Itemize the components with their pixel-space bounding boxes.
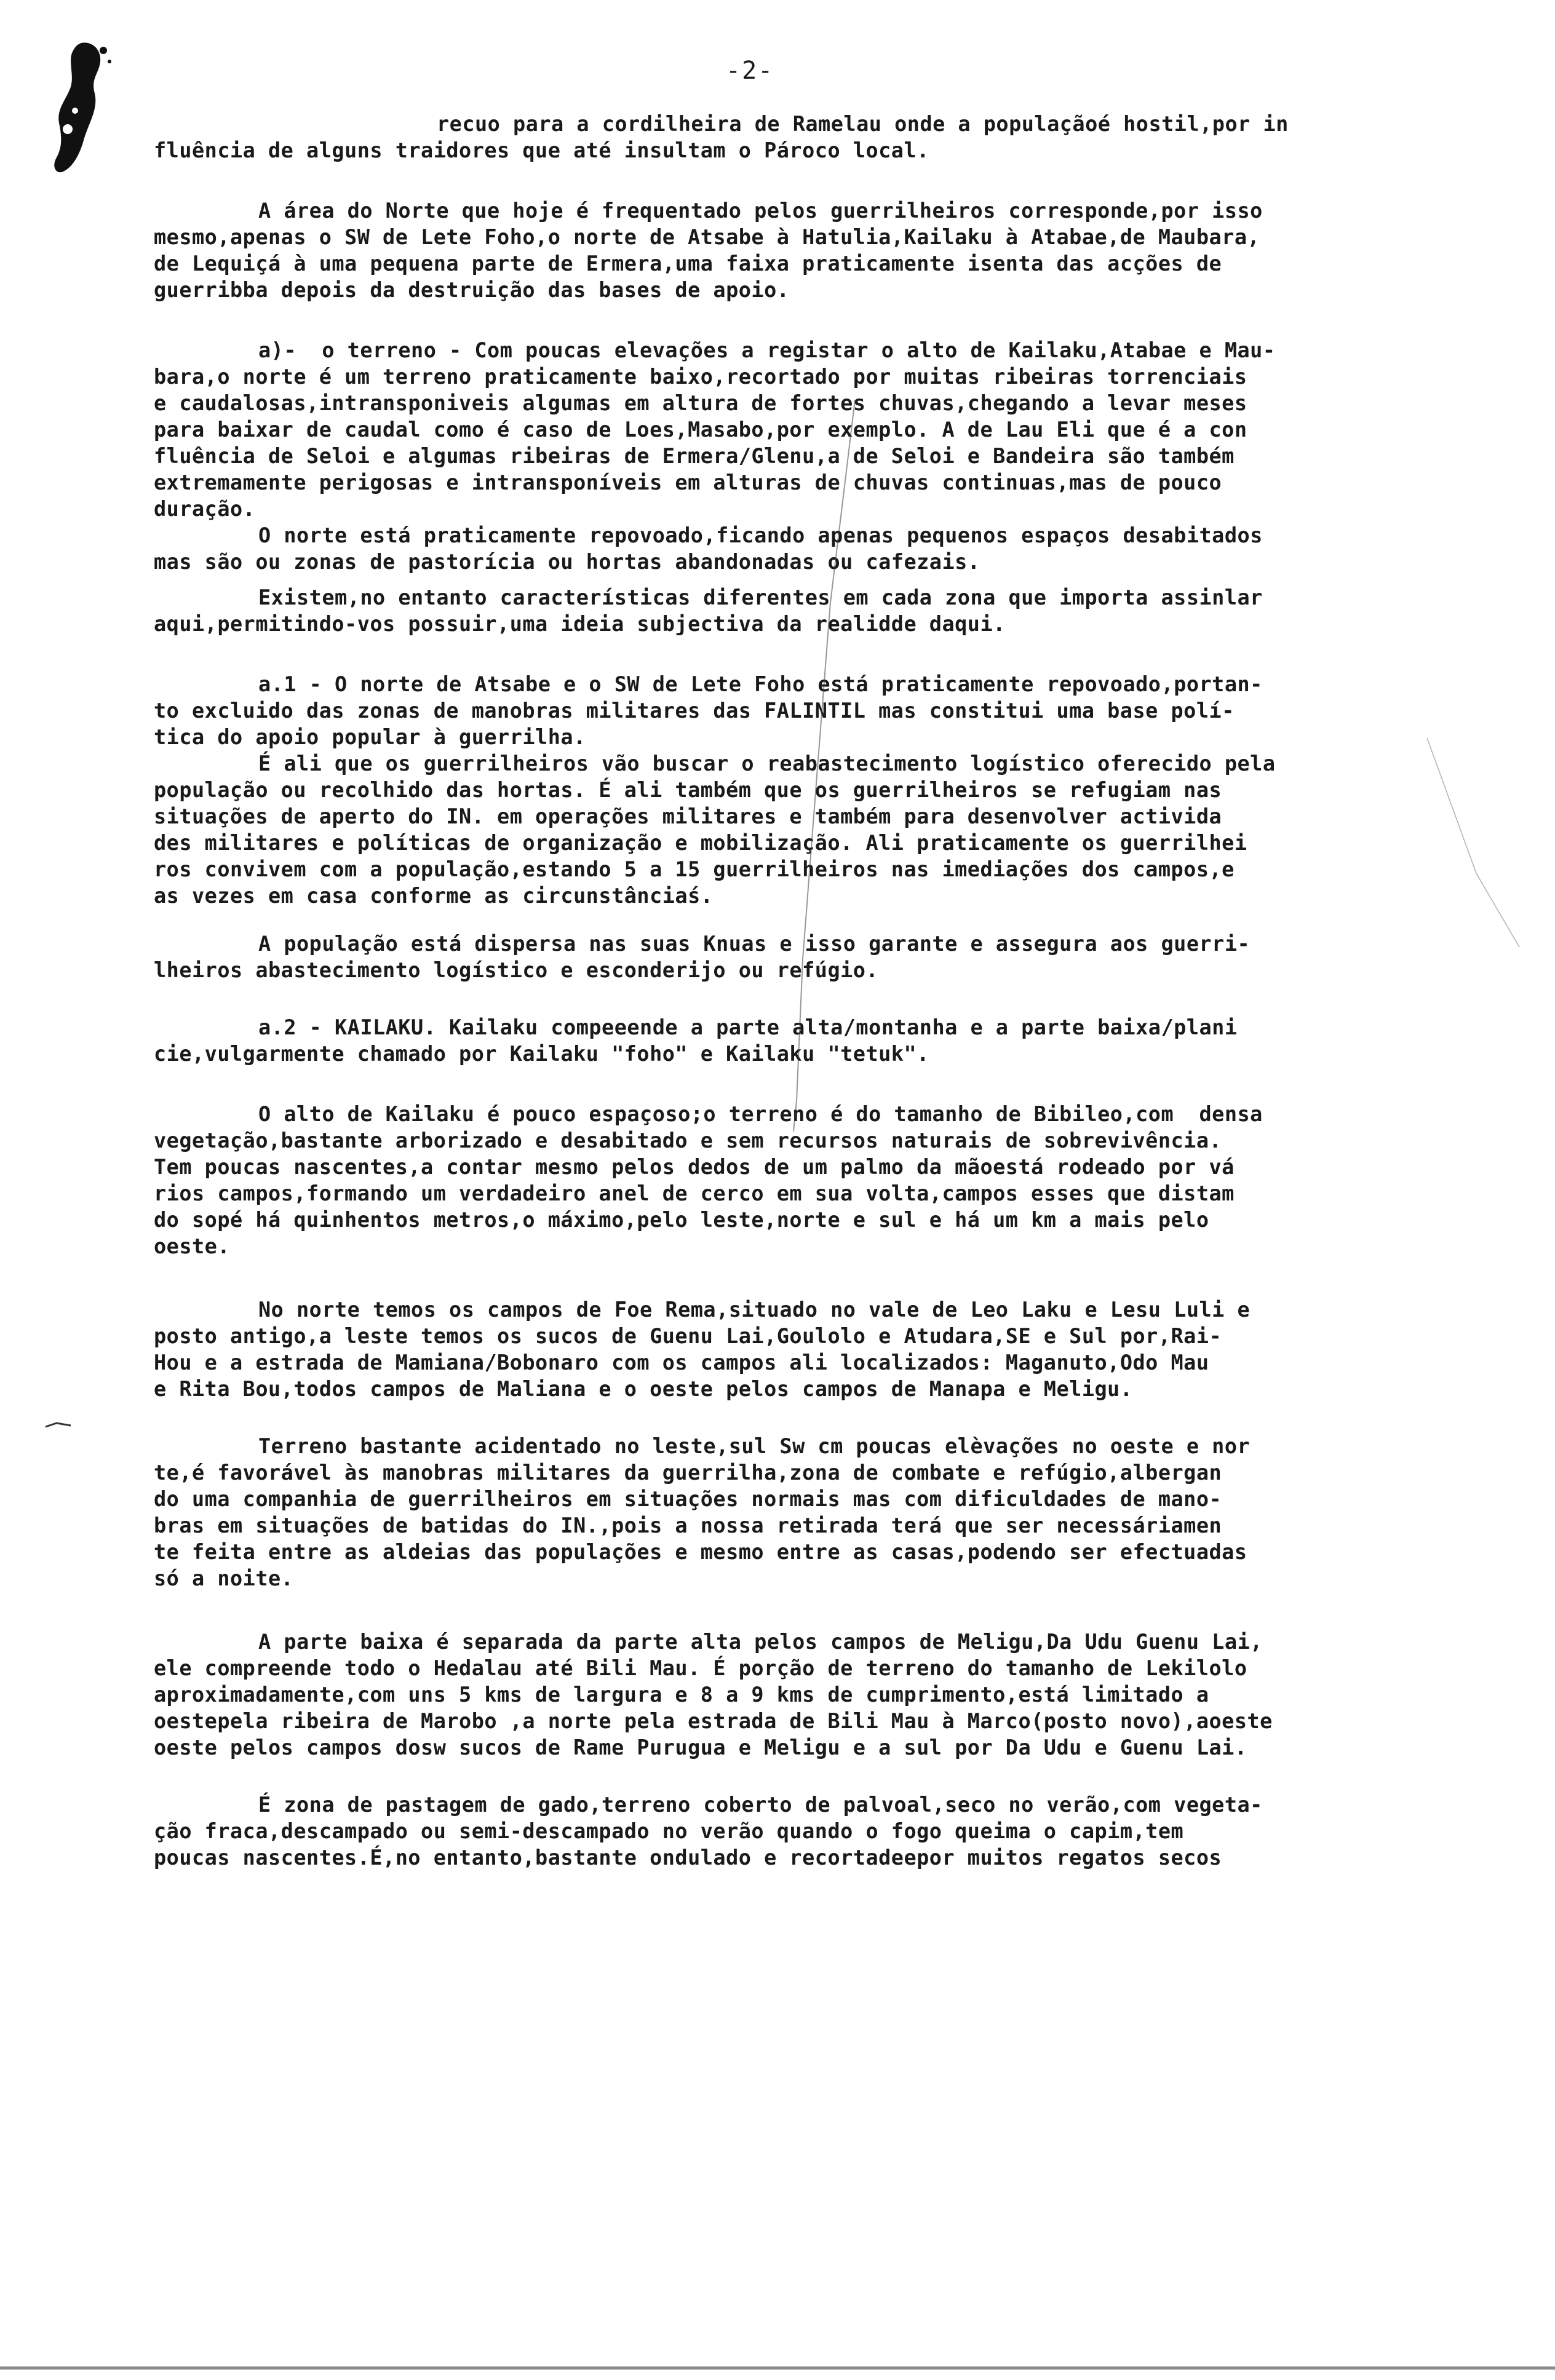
typewritten-body — [154, 111, 1476, 1871]
text-line: poucas nascentes.É,no entanto,bastante ondulado e recortadeepor muitos regatos secos — [154, 1846, 1222, 1870]
paragraph — [154, 930, 1476, 983]
paragraph — [154, 111, 1476, 164]
paragraph — [154, 197, 1476, 303]
paragraph — [154, 1101, 1476, 1259]
text-line: oeste pelos campos dosw sucos de Rame Purugua e Meligu e a sul por Da Udu e Guenu Lai. — [154, 1735, 1247, 1759]
paragraph — [154, 1433, 1476, 1592]
text-line: A população está dispersa nas suas Knuas e isso garante e assegura aos guerri- — [258, 932, 1251, 956]
text-line: te,é favorável às manobras militares da guerrilha,zona de combate e refúgio,albergan — [154, 1461, 1222, 1485]
paragraph — [154, 671, 1476, 750]
text-line: tica do apoio popular à guerrilha. — [154, 725, 586, 749]
text-line: bara,o norte é um terreno praticamente baixo,recortado por muitas ribeiras torrenciais — [154, 365, 1247, 389]
text-line: a.2 - KAILAKU. Kailaku compeeende a parte alta/montanha e a parte baixa/plani — [258, 1015, 1238, 1039]
text-line: duração. — [154, 497, 256, 521]
text-line: Terreno bastante acidentado no leste,sul Sw cm poucas elèvações no oeste e nor — [258, 1434, 1251, 1458]
text-line: aproximadamente,com uns 5 kms de largura e 8 a 9 kms de cumprimento,está limitado a — [154, 1683, 1209, 1707]
scan-edge-line — [0, 2366, 1555, 2370]
text-line: a.1 - O norte de Atsabe e o SW de Lete Foho está praticamente repovoado,portan- — [258, 672, 1263, 696]
text-line: extremamente perigosas e intransponíveis em alturas de chuvas continuas,mas de pouco — [154, 470, 1222, 494]
text-line: situações de aperto do IN. em operações militares e também para desenvolver activida — [154, 804, 1222, 828]
text-line: aqui,permitindo-vos possuir,uma ideia subjectiva da realidde daqui. — [154, 612, 1006, 636]
paragraph — [154, 1791, 1476, 1871]
text-line: Tem poucas nascentes,a contar mesmo pelos dedos de um palmo da mãoestá rodeado por vá — [154, 1155, 1235, 1179]
paragraph — [154, 584, 1476, 637]
text-line: mas são ou zonas de pastorícia ou hortas abandonadas ou cafezais. — [154, 550, 980, 574]
text-line: ros convivem com a população,estando 5 a 15 guerrilheiros nas imediações dos campos,e — [154, 857, 1235, 881]
text-line: des militares e políticas de organização e mobilização. Ali praticamente os guerrilhei — [154, 831, 1247, 855]
text-line: É zona de pastagem de gado,terreno coberto de palvoal,seco no verão,com vegeta- — [258, 1793, 1263, 1817]
text-line: só a noite. — [154, 1566, 294, 1590]
text-line: do sopé há quinhentos metros,o máximo,pelo leste,norte e sul e há um km a mais pelo — [154, 1208, 1209, 1232]
text-line: e caudalosas,intransponiveis algumas em altura de fortes chuvas,chegando a levar meses — [154, 391, 1247, 415]
text-line: recuo para a cordilheira de Ramelau onde a populaçãoé hostil,por in — [437, 112, 1289, 136]
text-line: O norte está praticamente repovoado,ficando apenas pequenos espaços desabitados — [258, 523, 1263, 547]
text-line: mesmo,apenas o SW de Lete Foho,o norte de Atsabe à Hatulia,Kailaku à Atabae,de Maubara, — [154, 225, 1260, 249]
text-line: e Rita Bou,todos campos de Maliana e o oeste pelos campos de Manapa e Meligu. — [154, 1377, 1133, 1401]
text-line: No norte temos os campos de Foe Rema,situado no vale de Leo Laku e Lesu Luli e — [258, 1298, 1251, 1322]
text-line: fluência de Seloi e algumas ribeiras de Ermera/Glenu,a de Seloi e Bandeira são também — [154, 444, 1235, 468]
text-line: lheiros abastecimento logístico e esconderijo ou refúgio. — [154, 958, 879, 982]
text-line: Existem,no entanto características diferentes em cada zona que importa assinlar — [258, 585, 1263, 609]
text-line: posto antigo,a leste temos os sucos de Guenu Lai,Goulolo e Atudara,SE e Sul por,Rai- — [154, 1324, 1222, 1348]
text-line: to excluido das zonas de manobras militares das FALINTIL mas constitui uma base polí- — [154, 699, 1235, 723]
text-line: oestepela ribeira de Marobo ,a norte pela estrada de Bili Mau à Marco(posto novo),aoeste — [154, 1709, 1273, 1733]
text-line: rios campos,formando um verdadeiro anel de cerco em sua volta,campos esses que distam — [154, 1181, 1235, 1205]
text-line: ção fraca,descampado ou semi-descampado no verão quando o fogo queima o capim,tem — [154, 1819, 1184, 1843]
margin-tick-mark — [44, 1421, 72, 1429]
page-number: -2- — [726, 57, 774, 85]
text-line: O alto de Kailaku é pouco espaçoso;o terreno é do tamanho de Bibileo,com densa — [258, 1102, 1263, 1126]
text-line: É ali que os guerrilheiros vão buscar o reabastecimento logístico oferecido pela — [258, 752, 1276, 775]
text-line: A parte baixa é separada da parte alta pelos campos de Meligu,Da Udu Guenu Lai, — [258, 1630, 1263, 1654]
paragraph — [154, 337, 1476, 522]
paragraph — [154, 750, 1476, 909]
text-line: bras em situações de batidas do IN.,pois a nossa retirada terá que ser necessáriamen — [154, 1513, 1222, 1537]
text-line: fluência de alguns traidores que até insultam o Pároco local. — [154, 138, 929, 162]
paragraph — [154, 1014, 1476, 1067]
text-line: para baixar de caudal como é caso de Loes,Masabo,por exemplo. A de Lau Eli que é a con — [154, 418, 1247, 442]
text-line: oeste. — [154, 1234, 231, 1258]
text-line: Hou e a estrada de Mamiana/Bobonaro com os campos ali localizados: Maganuto,Odo Mau — [154, 1351, 1209, 1374]
text-line: do uma companhia de guerrilheiros em situações normais mas com dificuldades de mano- — [154, 1487, 1222, 1511]
paragraph — [154, 1628, 1476, 1761]
text-line: ele compreende todo o Hedalau até Bili Mau. É porção de terreno do tamanho de Lekilolo — [154, 1656, 1247, 1680]
paragraph — [154, 522, 1476, 575]
text-line: as vezes em casa conforme as circunstânciaś. — [154, 884, 714, 908]
text-line: vegetação,bastante arborizado e desabitado e sem recursos naturais de sobrevivência. — [154, 1129, 1222, 1152]
text-line: A área do Norte que hoje é frequentado pelos guerrilheiros corresponde,por isso — [258, 199, 1263, 223]
ink-blot-mark — [43, 37, 123, 178]
text-line: guerribba depois da destruição das bases de apoio. — [154, 278, 790, 302]
text-line: de Lequiçá à uma pequena parte de Ermera,uma faixa praticamente isenta das acções de — [154, 252, 1222, 276]
paragraph — [154, 1296, 1476, 1402]
text-line: população ou recolhido das hortas. É ali também que os guerrilheiros se refugiam nas — [154, 778, 1222, 802]
text-line: te feita entre as aldeias das populações e mesmo entre as casas,podendo ser efectuadas — [154, 1540, 1247, 1564]
text-line: a)- o terreno - Com poucas elevações a registar o alto de Kailaku,Atabae e Mau- — [258, 338, 1276, 362]
text-line: cie,vulgarmente chamado por Kailaku "foho" e Kailaku "tetuk". — [154, 1042, 929, 1066]
